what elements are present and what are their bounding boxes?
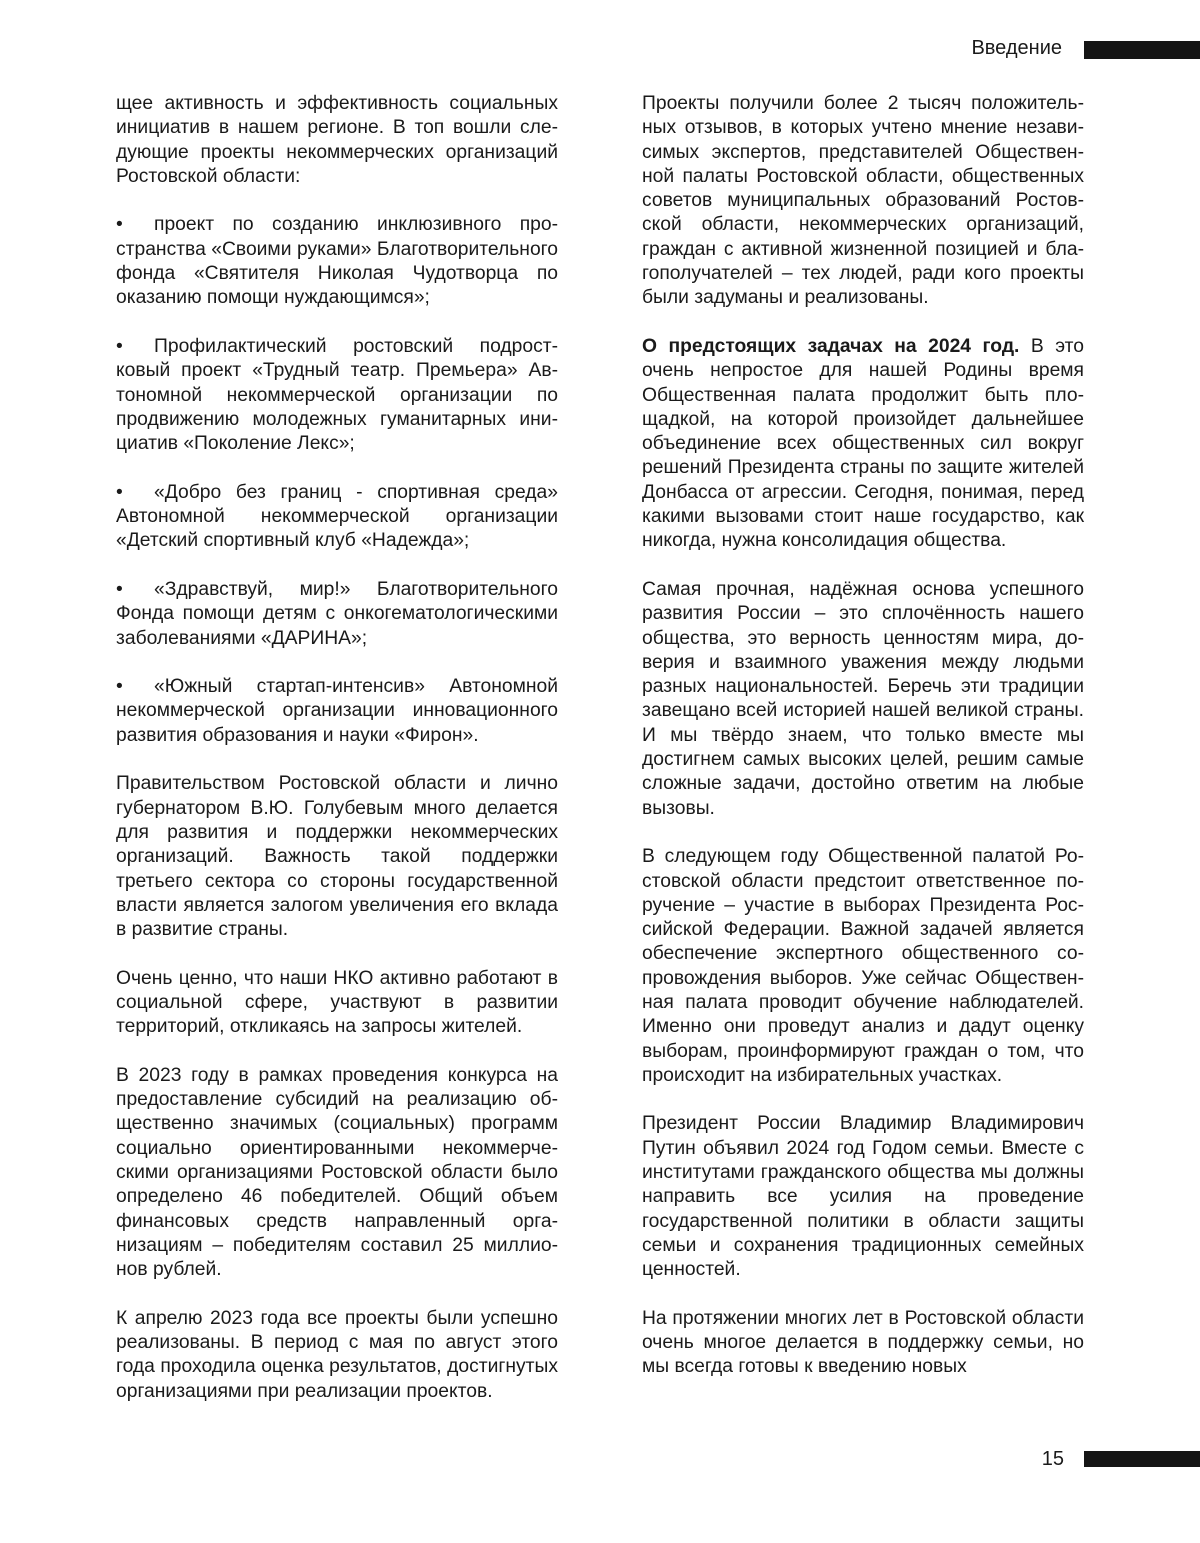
bullet-icon: • <box>116 578 123 600</box>
bullet-icon: • <box>116 335 123 357</box>
section-title: Введение <box>971 37 1062 59</box>
paragraph: К апрелю 2023 года все проекты были успешно реализованы. В период с мая по август этого года проходила оценка результатов, достигнутых организациями при реализации проектов. <box>116 1307 558 1402</box>
list-item <box>116 578 558 651</box>
list-item <box>116 675 558 748</box>
list-item <box>116 481 558 554</box>
bullet-icon: • <box>116 481 123 503</box>
footer-accent-bar <box>1084 1451 1200 1467</box>
paragraph: Проекты получили более 2 тысяч положительных отзывов, в которых учтено мнение независимых экспертов, представителей Общественной палаты Ростовской области, общественных советов муниципальных образований Ростовской области, некоммерческих организаций, граждан с активной жизненной позицией и благополучателей – тех людей, ради кого проекты были задуманы и реализованы. <box>642 93 1084 309</box>
paragraph: щее активность и эффективность социальных инициатив в нашем регионе. В топ вошли следующие проекты некоммерческих организаций Ростовской области: <box>116 93 558 187</box>
paragraph: В 2023 году в рамках проведения конкурса на предоставление субсидий на реализацию общественно значимых (социальных) программ социально ориентированными некоммерческими организациями Ростовской области было определено 46 победителей. Общий объем финансовых средств направленный организациям – победителям составил 25 миллионов рублей. <box>116 1064 558 1281</box>
paragraph: На протяжении многих лет в Ростовской области очень многое делается в поддержку семьи, но мы всегда готовы к введению новых <box>642 1307 1084 1378</box>
list-item <box>116 213 558 310</box>
paragraph: В следующем году Общественной палатой Ростовской области предстоит ответственное поручение – участие в выборах Президента Российской Федерации. Важной задачей является обеспечение экспертного общественного сопровождения выборов. Уже сейчас Общественная палата проводит обучение наблюдателей. Именно они проведут анализ и дадут оценку выборам, проинформируют граждан о том, что происходит на избирательных участках. <box>642 846 1084 1086</box>
left-column <box>116 92 558 1428</box>
list-item-text: «Добро без границ - спортивная среда» Автономной некоммерческой организации «Детский спортивный клуб «Надежда»; <box>116 481 558 552</box>
header-accent-bar <box>1084 41 1200 59</box>
list-item-text: «Здравствуй, мир!» Благотворительного Фонда помощи детям с онкогематологическими заболеваниями «ДАРИНА»; <box>116 578 558 649</box>
bullet-icon: • <box>116 214 123 236</box>
page-number: 15 <box>1041 1448 1064 1470</box>
bullet-icon: • <box>116 676 123 698</box>
list-item-text: проект по созданию инклюзивного пространства «Своими руками» Благотворительного фонда «Святителя Николая Чудотворца по оказанию помощи нуждающимся»; <box>116 214 558 309</box>
list-item <box>116 335 558 456</box>
section-lead-heading: О предстоящих задачах на 2024 год. <box>642 335 1020 357</box>
paragraph: Правительством Ростовской области и лично губернатором В.Ю. Голубевым много делается для развития и поддержки некоммерческих организаций. Важность такой поддержки третьего сектора со стороны государственной власти является залогом увеличения его вклада в развитие страны. <box>116 773 558 941</box>
paragraph-text: В это очень непростое для нашей Родины время Общественная палата продолжит быть площадкой, на которой произойдет дальнейшее объединение всех общественных сил вокруг решений Президента страны по защите жителей Донбасса от агрессии. Сегодня, понимая, перед какими вызовами стоит наше государство, как никогда, нужна консолидация общества. <box>642 335 1085 552</box>
paragraph: Самая прочная, надёжная основа успешного развития России – это сплочённость нашего общества, это верность ценностям мира, доверия и взаимного уважения между людьми разных национальностей. Беречь эти традиции завещано всей историей нашей великой страны. И мы твёрдо знаем, что только вместе мы достигнем самых высоких целей, решим самые сложные задачи, достойно ответим на любые вызовы. <box>642 578 1084 819</box>
list-item-text: «Южный стартап-интенсив» Автономной некоммерческой организации инновационного развития образования и науки «Фирон». <box>116 676 558 746</box>
list-item-text: Профилактический ростовский подростковый проект «Трудный театр. Премьера» Автономной некоммерческой организации по продвижению молодежных гуманитарных инициатив «Поколение Лекс»; <box>116 335 558 455</box>
right-column <box>642 92 1084 1404</box>
paragraph <box>642 335 1084 554</box>
paragraph: Очень ценно, что наши НКО активно работают в социальной сфере, участвуют в развитии территорий, откликаясь на запросы жителей. <box>116 967 558 1038</box>
paragraph: Президент России Владимир Владимирович Путин объявил 2024 год Годом семьи. Вместе с институтами гражданского общества мы должны направить все усилия на проведение государственной политики в области защиты семьи и сохранения традиционных семейных ценностей. <box>642 1113 1084 1281</box>
